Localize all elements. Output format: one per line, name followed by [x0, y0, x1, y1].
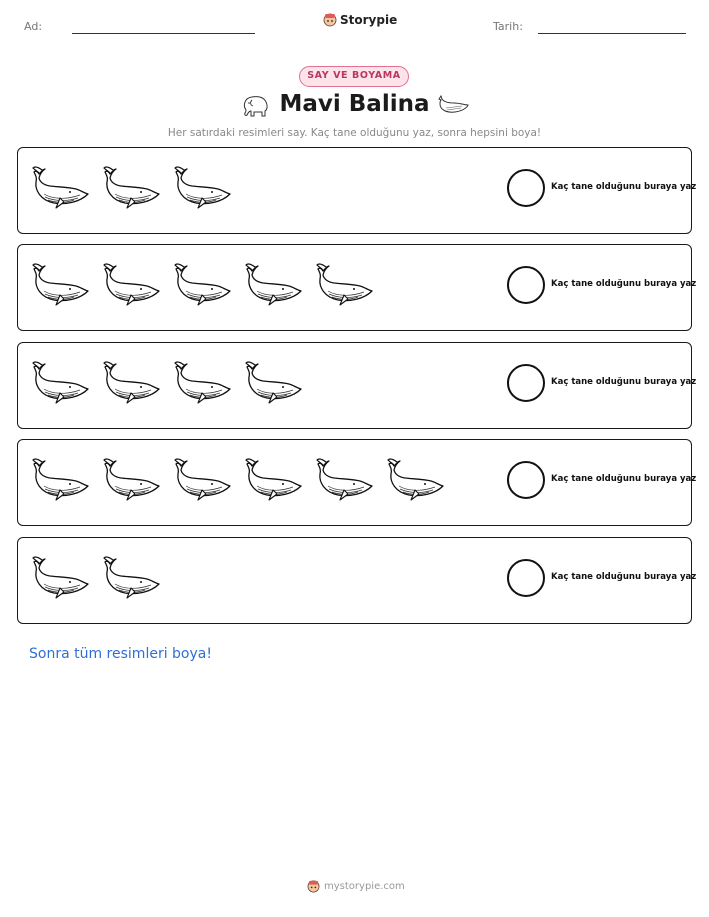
whale-outline-icon[interactable]	[30, 357, 92, 413]
whale-outline-icon[interactable]	[385, 454, 447, 510]
whale-outline-icon[interactable]	[101, 162, 163, 218]
instructions-text: Her satırdaki resimleri say. Kaç tane olduğunu yaz, sonra hepsini boya!	[167, 127, 542, 139]
whale-icon	[438, 94, 470, 120]
answer-circle[interactable]	[507, 266, 545, 304]
answer-label: Kaç tane olduğunu buraya yaz	[551, 279, 697, 289]
counting-row	[17, 537, 697, 624]
whale-outline-icon[interactable]	[101, 357, 163, 413]
whale-outline-icon[interactable]	[172, 259, 234, 315]
whale-outline-icon[interactable]	[101, 259, 163, 315]
answer-circle[interactable]	[507, 461, 545, 499]
answer-label: Kaç tane olduğunu buraya yaz	[551, 572, 697, 582]
answer-circle[interactable]	[507, 364, 545, 402]
counting-row	[17, 244, 697, 331]
activity-badge: SAY VE BOYAMA	[299, 66, 409, 87]
date-line[interactable]	[538, 33, 686, 34]
whale-outline-icon[interactable]	[30, 162, 92, 218]
footer-logo	[307, 880, 405, 893]
answer-circle[interactable]	[507, 559, 545, 597]
counting-row	[17, 439, 697, 526]
coloring-instruction: Sonra tüm resimleri boya!	[29, 646, 212, 662]
name-line[interactable]	[72, 33, 255, 34]
whale-outline-icon[interactable]	[30, 552, 92, 608]
whale-outline-icon[interactable]	[243, 454, 305, 510]
whale-outline-icon[interactable]	[101, 454, 163, 510]
brand-name: Storypie	[340, 13, 398, 27]
whale-outline-icon[interactable]	[101, 552, 163, 608]
counting-row	[17, 342, 697, 429]
footer-url[interactable]: mystorypie.com	[324, 881, 405, 892]
storypie-mascot-icon	[323, 13, 337, 27]
whale-outline-icon[interactable]	[30, 454, 92, 510]
whale-outline-icon[interactable]	[314, 454, 376, 510]
whale-outline-icon[interactable]	[172, 357, 234, 413]
answer-label: Kaç tane olduğunu buraya yaz	[551, 474, 697, 484]
whale-group	[30, 357, 305, 413]
answer-label: Kaç tane olduğunu buraya yaz	[551, 182, 697, 192]
name-label: Ad:	[24, 20, 43, 33]
storypie-mascot-icon	[307, 880, 320, 893]
whale-group	[30, 259, 376, 315]
whale-outline-icon[interactable]	[243, 357, 305, 413]
whale-outline-icon[interactable]	[243, 259, 305, 315]
brand-logo	[323, 13, 397, 27]
whale-outline-icon[interactable]	[314, 259, 376, 315]
whale-outline-icon[interactable]	[172, 162, 234, 218]
page-title: Mavi Balina	[279, 91, 430, 117]
whale-group	[30, 162, 234, 218]
date-label: Tarih:	[493, 20, 523, 33]
answer-circle[interactable]	[507, 169, 545, 207]
whale-group	[30, 552, 163, 608]
answer-label: Kaç tane olduğunu buraya yaz	[551, 377, 697, 387]
whale-outline-icon[interactable]	[172, 454, 234, 510]
whale-outline-icon[interactable]	[30, 259, 92, 315]
whale-group	[30, 454, 447, 510]
counting-row	[17, 147, 697, 234]
